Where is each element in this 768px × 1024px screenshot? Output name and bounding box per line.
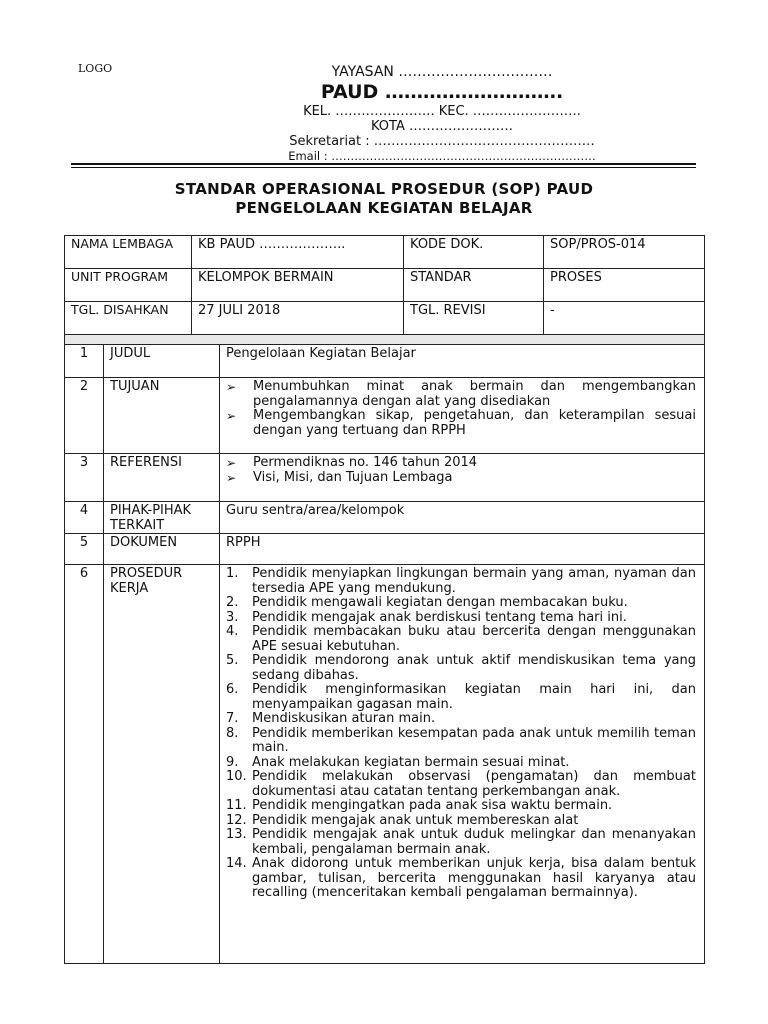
procedure-step <box>226 596 696 611</box>
row-content <box>220 454 705 502</box>
info-label-2 <box>404 302 544 335</box>
row-referensi <box>65 454 705 502</box>
step-number: 13. <box>226 827 247 842</box>
info-table <box>64 235 705 345</box>
procedure-step <box>226 654 696 683</box>
procedure-step <box>226 567 696 596</box>
step-text: Pendidik mengajak anak berdiskusi tentang tema hari ini. <box>252 609 627 625</box>
row-number: 3 <box>65 454 104 502</box>
info-value-2 <box>544 236 705 269</box>
procedure-step <box>226 799 696 814</box>
info-row <box>65 302 705 335</box>
step-number: 10. <box>226 769 247 784</box>
row-number: 2 <box>65 378 104 454</box>
info-value-2-text: PROSES <box>550 269 602 285</box>
step-text: Pendidik mendorong anak untuk aktif mendiskusikan tema yang sedang dibahas. <box>252 653 696 683</box>
step-text: Anak melakukan kegiatan bermain sesuai minat. <box>252 754 570 770</box>
step-number: 14. <box>226 856 247 871</box>
bullet-text: Mengembangkan sikap, pengetahuan, dan keterampilan sesuai dengan yang tertuang dan RPPH <box>253 408 696 438</box>
row-number: 4 <box>65 502 104 534</box>
row-label: PIHAK-PIHAK TERKAIT <box>104 502 220 534</box>
info-label-2 <box>404 269 544 302</box>
info-label: UNIT PROGRAM <box>65 269 192 302</box>
info-value-text: KB PAUD ……………….. <box>198 236 346 252</box>
step-number: 4. <box>226 624 239 639</box>
step-text: Pendidik membacakan buku atau bercerita dengan menggunakan APE sesuai kebutuhan. <box>252 624 696 654</box>
procedure-step <box>226 625 696 654</box>
separator-cell <box>65 335 705 345</box>
step-text: Anak didorong untuk memberikan unjuk kerja, bisa dalam bentuk gambar, tulisan, bercerita menggunakan hasil karyanya atau recalling (menceritakan kembali pengalaman bermainnya). <box>252 856 696 900</box>
row-label: DOKUMEN <box>104 534 220 565</box>
procedure-step <box>226 828 696 857</box>
row-label: TUJUAN <box>104 378 220 454</box>
step-number: 9. <box>226 754 239 770</box>
row-dokumen <box>65 534 705 565</box>
document-subtitle: PENGELOLAAN KEGIATAN BELAJAR <box>235 199 533 217</box>
procedure-step <box>226 756 696 771</box>
document-title: STANDAR OPERASIONAL PROSEDUR (SOP) PAUD <box>174 180 594 198</box>
info-label: TGL. DISAHKAN <box>65 302 192 335</box>
separator-row <box>65 335 705 345</box>
step-text: Pendidik menyiapkan lingkungan bermain yang aman, nyaman dan tersedia APE yang mendukung. <box>252 566 696 596</box>
sekretariat: Sekretariat : …………………………………………… <box>289 134 595 149</box>
row-prosedur <box>65 565 705 964</box>
row-number: 5 <box>65 534 104 565</box>
referensi-list <box>226 456 696 485</box>
row-tujuan <box>65 378 705 454</box>
header-divider-thick <box>71 163 696 165</box>
step-text: Pendidik mengajak anak untuk duduk melingkar dan menanyakan kembali, pengalaman bermain anak. <box>252 827 696 857</box>
row-label: PROSEDUR KERJA <box>104 565 220 964</box>
info-value-2-text: - <box>550 302 555 318</box>
info-label-2-text: STANDAR <box>410 269 472 285</box>
step-text: Pendidik mengingatkan pada anak sisa waktu bermain. <box>252 798 613 813</box>
procedure-step <box>226 611 696 626</box>
step-text: Mendiskusikan aturan main. <box>252 711 436 726</box>
bullet-item <box>226 380 696 409</box>
info-value <box>192 269 404 302</box>
step-number: 7. <box>226 711 239 726</box>
row-content <box>220 378 705 454</box>
kelurahan-kecamatan: KEL. ………………….. KEC. ……………………. <box>303 104 581 119</box>
step-number: 3. <box>226 609 239 625</box>
info-label: NAMA LEMBAGA <box>65 236 192 269</box>
bullet-item <box>226 409 696 438</box>
kota: KOTA …………………… <box>370 119 513 134</box>
row-number: 1 <box>65 345 104 378</box>
procedure-step <box>226 857 696 901</box>
info-row <box>65 269 705 302</box>
step-number: 1. <box>226 566 239 581</box>
row-content: RPPH <box>220 534 705 565</box>
paud-name: PAUD ………………………. <box>320 81 564 103</box>
arrowhead-bullet-icon: ➢ <box>226 470 237 485</box>
yayasan-name: YAYASAN …………………………… <box>331 64 553 80</box>
info-value <box>192 236 404 269</box>
step-text: Pendidik memberikan kesempatan pada anak untuk memilih teman main. <box>252 725 696 755</box>
step-text: Pendidik mengajak anak untuk membereskan alat <box>252 812 579 828</box>
row-label: REFERENSI <box>104 454 220 502</box>
step-number: 8. <box>226 725 239 741</box>
email: Email : …………………………………………………………… <box>288 149 596 163</box>
bullet-text: Menumbuhkan minat anak bermain dan mengembangkan pengalamannya dengan alat yang disediakan <box>253 379 696 409</box>
info-value <box>192 302 404 335</box>
info-value-text: 27 JULI 2018 <box>198 302 281 318</box>
info-label-2-text: KODE DOK. <box>410 236 484 252</box>
info-value-text: KELOMPOK BERMAIN <box>198 269 334 285</box>
row-content: Pengelolaan Kegiatan Belajar <box>220 345 705 378</box>
row-number: 6 <box>65 565 104 964</box>
procedure-step <box>226 770 696 799</box>
step-number: 2. <box>226 595 239 610</box>
arrowhead-bullet-icon: ➢ <box>226 380 237 394</box>
info-label-2 <box>404 236 544 269</box>
procedure-step <box>226 727 696 756</box>
step-text: Pendidik menginformasikan kegiatan main hari ini, dan menyampaikan gagasan main. <box>252 682 696 712</box>
step-number: 6. <box>226 682 239 697</box>
prosedur-list <box>226 567 696 901</box>
row-judul <box>65 345 705 378</box>
info-row <box>65 236 705 269</box>
procedure-step <box>226 814 696 829</box>
bullet-item <box>226 471 696 486</box>
step-number: 11. <box>226 798 247 813</box>
tujuan-list <box>226 380 696 438</box>
step-number: 12. <box>226 812 247 828</box>
logo-placeholder: LOGO <box>78 62 113 75</box>
procedure-step <box>226 683 696 712</box>
bullet-text: Permendiknas no. 146 tahun 2014 <box>253 455 478 470</box>
step-text: Pendidik melakukan observasi (pengamatan) dan membuat dokumentasi atau catatan tentang perkembangan anak. <box>252 769 696 799</box>
row-content: Guru sentra/area/kelompok <box>220 502 705 534</box>
row-content <box>220 565 705 964</box>
info-value-2 <box>544 269 705 302</box>
sop-table <box>64 344 705 964</box>
procedure-step <box>226 712 696 727</box>
row-label: JUDUL <box>104 345 220 378</box>
bullet-item <box>226 456 696 471</box>
step-text: Pendidik mengawali kegiatan dengan membacakan buku. <box>252 595 628 610</box>
step-number: 5. <box>226 653 239 668</box>
info-label-2-text: TGL. REVISI <box>410 302 486 318</box>
info-value-2-text: SOP/PROS-014 <box>550 236 646 252</box>
arrowhead-bullet-icon: ➢ <box>226 409 237 423</box>
row-pihak <box>65 502 705 534</box>
header-divider-thin <box>71 167 696 168</box>
bullet-text: Visi, Misi, dan Tujuan Lembaga <box>253 469 453 485</box>
info-value-2 <box>544 302 705 335</box>
arrowhead-bullet-icon: ➢ <box>226 456 237 470</box>
